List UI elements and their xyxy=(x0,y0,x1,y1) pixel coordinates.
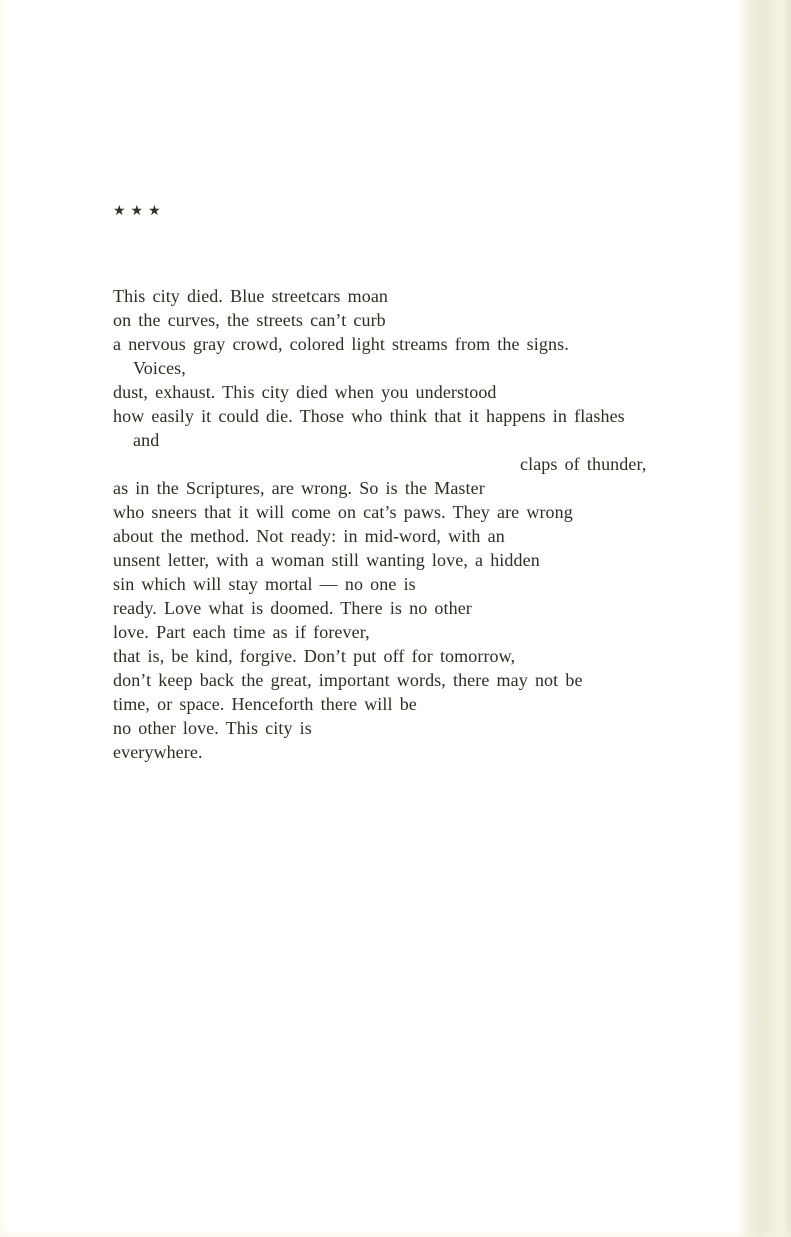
poem-line: and xyxy=(133,430,160,450)
poem-line: claps of thunder, xyxy=(520,454,647,474)
poem-line: a nervous gray crowd, colored light streams from the signs. xyxy=(113,334,569,354)
poem-line: about the method. Not ready: in mid-word, with an xyxy=(113,526,505,546)
poem-line: on the curves, the streets can’t curb xyxy=(113,310,386,330)
poem-line: who sneers that it will come on cat’s paws. They are wrong xyxy=(113,502,573,522)
poem-line: everywhere. xyxy=(113,742,203,762)
poem-line: don’t keep back the great, important words, there may not be xyxy=(113,670,583,690)
poem-line: unsent letter, with a woman still wanting love, a hidden xyxy=(113,550,540,570)
poem-line: sin which will stay mortal — no one is xyxy=(113,574,416,594)
page-edge-bottom xyxy=(0,1229,791,1237)
poem-line: time, or space. Henceforth there will be xyxy=(113,694,417,714)
poem-line: This city died. Blue streetcars moan xyxy=(113,286,389,306)
poem-line: ready. Love what is doomed. There is no other xyxy=(113,598,472,618)
poem-line: no other love. This city is xyxy=(113,718,312,738)
poem-line: Voices, xyxy=(133,358,186,378)
poem-line: how easily it could die. Those who think that it happens in flashes xyxy=(113,406,625,426)
poem-line: love. Part each time as if forever, xyxy=(113,622,370,642)
poem-line: that is, be kind, forgive. Don’t put off for tomorrow, xyxy=(113,646,516,666)
poem-line: as in the Scriptures, are wrong. So is the Master xyxy=(113,478,485,498)
poem-text xyxy=(113,284,773,764)
section-marker-stars: ★★★ xyxy=(113,204,166,219)
page-edge-left xyxy=(0,0,7,1237)
poem-line: dust, exhaust. This city died when you understood xyxy=(113,382,497,402)
